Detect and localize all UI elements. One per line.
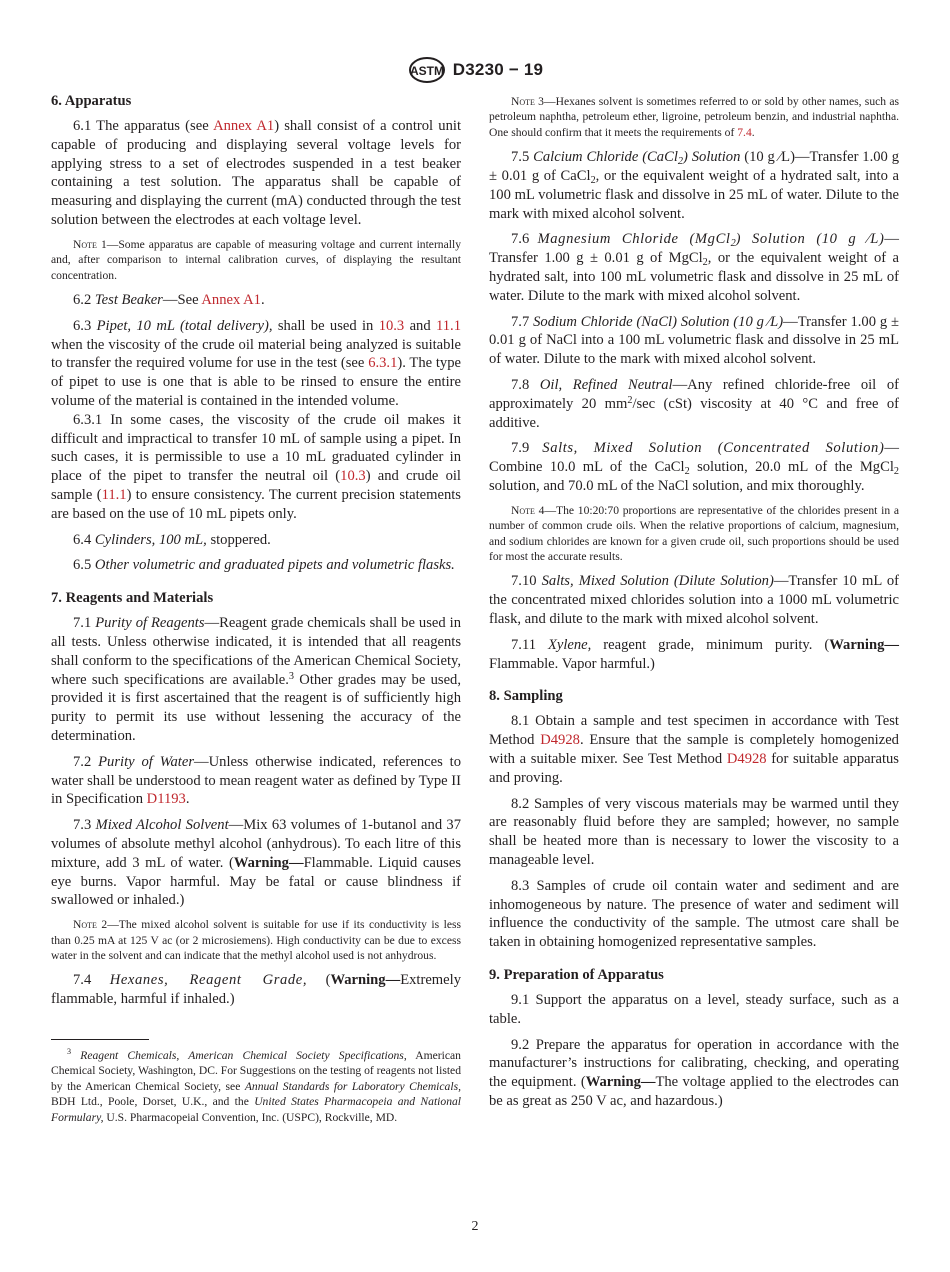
note-3: Note 3—Hexanes solvent is sometimes referred to or sold by other names, such as petroleum naphtha, petroleum ether, ligroine, petroleum benzin, and industrial naphtha. One should confirm that it meets the requirements of 7.4. (489, 95, 899, 139)
footnote-divider (51, 1039, 149, 1040)
note-1: Note 1—Some apparatus are capable of measuring voltage and current internally and, after comparison to internal calibration curves, of displaying the resultant concentration. (51, 237, 461, 282)
footnote-ref-3[interactable]: 3 (288, 670, 294, 682)
page-header (0, 56, 950, 84)
paragraph-6-5: 6.5 Other volumetric and graduated pipets and volumetric flasks. (73, 557, 455, 574)
paragraph-7-7: 7.7 Sodium Chloride (NaCl) Solution (10 g ⁄L)—Transfer 1.00 g ± 0.01 g of NaCl into a 100 mL volumetric flask and dissolve in 25 mL of water. Dilute to the mark with mixed alcohol solvent. (489, 313, 899, 368)
link-11-1[interactable]: 11.1 (436, 317, 461, 334)
paragraph-7-10: 7.10 Salts, Mixed Solution (Dilute Solution)—Transfer 10 mL of the concentrated mixed chlorides solution into a 1000 mL volumetric flask, and dilute to the mark with mixed alcohol solvent. (489, 573, 899, 627)
section-9-heading: 9. Preparation of Apparatus (489, 966, 664, 983)
warning-label: Warning— (330, 972, 401, 989)
note-2: Note 2—The mixed alcohol solvent is suitable for use if its conductivity is less than 0.25 mA at 125 V ac (or 2 microsiemens). High conductivity can be due to excess water in the solvent and can indicate that the methyl alcohol used is not anhydrous. (51, 918, 461, 962)
link-10-3[interactable]: 10.3 (340, 468, 366, 485)
paragraph-6-3-1: 6.3.1 In some cases, the viscosity of the crude oil makes it difficult and impractical to transfer 10 mL of sample using a pipet. In such cases, it is permissible to use a 10 mL graduated cylinder in place of the pipet to transfer the neutral oil (10.3) and crude oil sample (11.1) to ensure consistency. The current precision statements are based on the use of 10 mL pipets only. (51, 411, 461, 522)
note-4: Note 4—The 10:20:70 proportions are representative of the chlorides present in a number of common crude oils. When the relative proportions of calcium, magnesium, and sodium chlorides are known for a given crude oil, such proportions should be used for most the accurate results. (489, 503, 899, 563)
paragraph-9-1: 9.1 Support the apparatus on a level, steady surface, such as a table. (489, 991, 899, 1027)
paragraph-8-1: 8.1 Obtain a sample and test specimen in accordance with Test Method D4928. Ensure that the sample is completely homogenized with a suitable mixer. See Test Method D4928 for suitable apparatus and proving. (489, 713, 899, 786)
svg-text:ASTM: ASTM (409, 64, 444, 78)
paragraph-7-4: 7.4 Hexanes, Reagent Grade, (Warning—Extremely flammable, harmful if inhaled.) (51, 972, 461, 1008)
link-annex-a1[interactable]: Annex A1 (213, 118, 275, 134)
astm-logo-icon (407, 56, 447, 84)
paragraph-6-4: 6.4 Cylinders, 100 mL, stoppered. (73, 531, 271, 548)
paragraph-7-5: 7.5 Calcium Chloride (CaCl$_2$) Solution (10 g ⁄L)—Transfer 1.00 g ± 0.01 g of CaCl$_2$, or the equivalent weight of a hydrated salt, into a 100 mL volumetric flask and dissolve in 25 mL of water. Dilute to the mark with mixed alcohol solvent. (489, 149, 899, 222)
paragraph-7-2: 7.2 Purity of Water—Unless otherwise indicated, references to water shall be understood to mean reagent water as defined by Type II in Specification D1193. (51, 753, 461, 808)
link-annex-a1[interactable]: Annex A1 (201, 292, 261, 308)
paragraph-8-2: 8.2 Samples of very viscous materials may be warmed until they are reasonably fluid before they are sampled; however, no sample shall be heated more than is necessary to lower the viscosity to a manageable level. (489, 795, 899, 868)
section-7-heading: 7. Reagents and Materials (51, 590, 214, 607)
paragraph-7-8: 7.8 Oil, Refined Neutral—Any refined chloride-free oil of approximately 20 $mm^2/\sec$ (cSt) viscosity at 40 °C and free of additive. (489, 376, 899, 431)
link-7-4[interactable]: 7.4 (737, 125, 752, 139)
link-10-3[interactable]: 10.3 (378, 317, 405, 334)
paragraph-8-3: 8.3 Samples of crude oil contain water and sediment and are inhomogeneous by nature. The presence of water and sediment will influence the conductivity of the sample. The utmost care shall be taken in obtaining homogenized representative samples. (489, 877, 899, 951)
page-number: 2 (471, 1219, 479, 1234)
section-8-heading: 8. Sampling (489, 688, 563, 705)
section-6-heading: 6. Apparatus (51, 93, 132, 109)
paragraph-9-2: 9.2 Prepare the apparatus for operation in accordance with the manufacturer’s instructions for calibrating, checking, and operating the equipment. (Warning—The voltage applied to the electrodes can be as great as 250 V ac, and hazardous.) (489, 1036, 899, 1109)
paragraph-7-11: 7.11 Xylene, reagent grade, minimum purity. (Warning—Flammable. Vapor harmful.) (489, 636, 899, 672)
paragraph-6-2: 6.2 Test Beaker—See Annex A1. (73, 292, 265, 308)
paragraph-7-3: 7.3 Mixed Alcohol Solvent—Mix 63 volumes of 1-butanol and 37 volumes of absolute methyl alcohol (anhydrous). To each litre of this mixture, add 3 mL of water. (Warning—Flammable. Liquid causes eye burns. Vapor harmful. May be fatal or cause blindness if swallowed or inhaled.) (51, 817, 462, 909)
left-column (51, 92, 461, 1125)
link-d1193[interactable]: D1193 (146, 791, 186, 808)
link-11-1[interactable]: 11.1 (101, 486, 127, 503)
link-d4928[interactable]: D4928 (540, 732, 580, 749)
warning-label: Warning— (829, 636, 899, 653)
right-column (489, 92, 899, 1118)
paragraph-7-9: 7.9 Salts, Mixed Solution (Concentrated Solution)—Combine 10.0 mL of the CaCl$_2$ solution, 20.0 mL of the MgCl$_2$ solution, and 70.0 mL of the NaCl solution, and mix thoroughly. (489, 440, 899, 494)
warning-label: Warning— (233, 854, 304, 871)
link-6-3-1[interactable]: 6.3.1 (368, 355, 398, 372)
footnote-3: $^3$ Reagent Chemicals, American Chemical Society Specifications, American Chemical Society, Washington, DC. For Suggestions on the testing of reagents not listed by the American Chemical Society, see Annual Standards for Laboratory Chemicals, BDH Ltd., Poole, Dorset, U.K., and the United States Pharmacopeia and National Formulary, U.S. Pharmacopeial Convention, Inc. (USPC), Rockville, MD. (51, 1046, 462, 1124)
paragraph-6-3: 6.3 Pipet, 10 mL (total delivery), shall be used in 10.3 and 11.1 when the viscosity of the crude oil material being analyzed is suitable to transfer the required volume for use in the test (see 6.3.1). The type of pipet to use is one that is able to be rinsed to ensure the entire volume of the material is contained in the intended volume. (51, 317, 462, 409)
paragraph-6-1: 6.1 The apparatus (see Annex A1) shall consist of a control unit capable of producing and displaying several voltage levels for applying stress to a set of electrodes suspended in a test beaker containing a test solution. The apparatus shall be capable of measuring and displaying the current (mA) conducted through the test solution between the electrodes at each voltage level. (51, 118, 462, 228)
document-id: D3230 − 19 (452, 60, 544, 79)
link-d4928[interactable]: D4928 (726, 750, 767, 767)
warning-label: Warning— (585, 1074, 656, 1091)
paragraph-7-1: 7.1 Purity of Reagents—Reagent grade chemicals shall be used in all tests. Unless otherwise indicated, it is intended that all reagents shall conform to the specifications of the American Chemical Society, where such specifications are available.$^3$ Other grades may be used, provided it is first ascertained that the reagent is of sufficiently high purity to permit its use without lessening the accuracy of the determination. (51, 615, 461, 744)
paragraph-7-6: 7.6 Magnesium Chloride (MgCl$_2$) Solution (10 g ⁄L)—Transfer 1.00 g ± 0.01 g of MgCl$_2$, or the equivalent weight of a hydrated salt, into 100 mL volumetric flask and dissolve in 25 mL of water. Dilute to the mark with mixed alcohol solvent. (489, 231, 900, 304)
